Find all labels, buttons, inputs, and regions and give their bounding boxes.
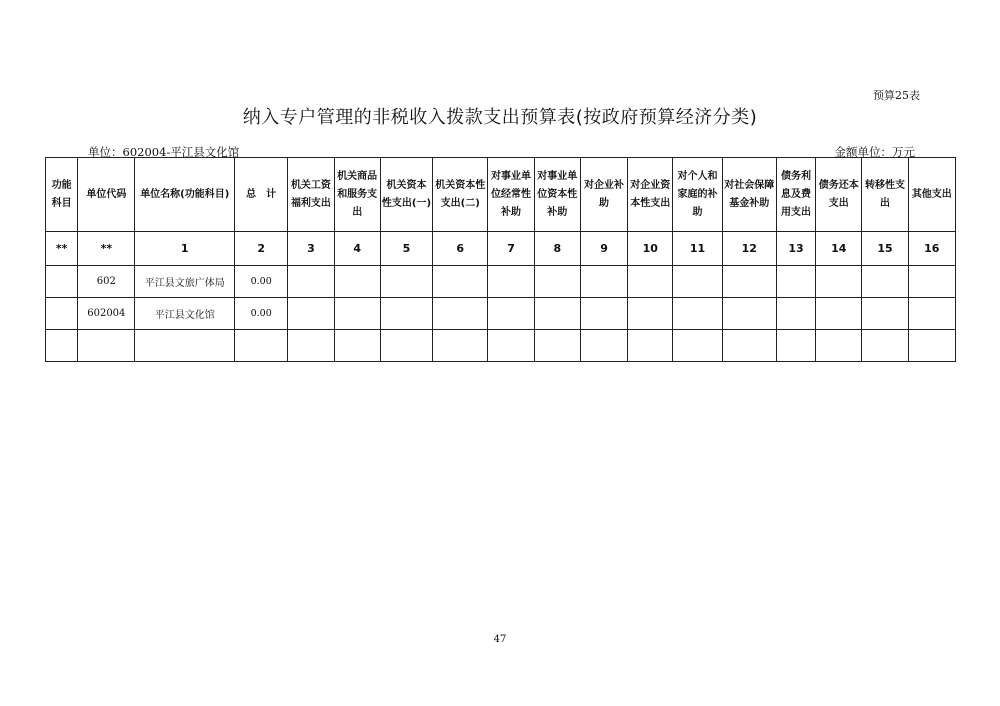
- table-cell: [673, 298, 722, 330]
- column-header: 对个人和家庭的补助: [673, 158, 722, 232]
- table-cell: [862, 330, 908, 362]
- table-cell: [628, 266, 673, 298]
- index-cell: 11: [673, 232, 722, 266]
- table-cell: [776, 330, 815, 362]
- table-cell: [135, 330, 235, 362]
- index-cell: 1: [135, 232, 235, 266]
- index-cell: 2: [235, 232, 288, 266]
- column-header: 机关商品和服务支出: [334, 158, 380, 232]
- index-cell: 14: [816, 232, 862, 266]
- index-cell: 6: [433, 232, 488, 266]
- unit-label: 单位：602004-平江县文化馆: [88, 145, 240, 159]
- table-cell: [776, 298, 815, 330]
- index-cell: 13: [776, 232, 815, 266]
- index-cell: 4: [334, 232, 380, 266]
- table-cell: [580, 298, 627, 330]
- table-cell: [380, 298, 432, 330]
- table-row: [46, 298, 956, 330]
- table-cell: [862, 298, 908, 330]
- table-row: [46, 330, 956, 362]
- table-cell: [628, 298, 673, 330]
- index-cell: 8: [534, 232, 580, 266]
- column-header: 债务还本支出: [816, 158, 862, 232]
- table-cell: [46, 330, 78, 362]
- table-cell: 平江县文旅广体局: [135, 266, 235, 298]
- table-cell: [628, 330, 673, 362]
- index-cell: 7: [488, 232, 534, 266]
- table-cell: 602004: [78, 298, 135, 330]
- table-cell: [288, 266, 334, 298]
- index-cell: 15: [862, 232, 908, 266]
- table-cell: [334, 266, 380, 298]
- table-cell: [580, 266, 627, 298]
- table-cell: 平江县文化馆: [135, 298, 235, 330]
- table-cell: 602: [78, 266, 135, 298]
- table-cell: [78, 330, 135, 362]
- column-header: 机关工资福利支出: [288, 158, 334, 232]
- table-cell: [433, 298, 488, 330]
- amount-unit-label: 金额单位：万元: [834, 145, 915, 159]
- table-cell: [722, 266, 776, 298]
- column-header: 功能科目: [46, 158, 78, 232]
- table-cell: [334, 298, 380, 330]
- column-header: 对企业资本性支出: [628, 158, 673, 232]
- table-cell: [580, 330, 627, 362]
- table-cell: [673, 330, 722, 362]
- table-cell: [816, 298, 862, 330]
- column-header: 对事业单位资本性补助: [534, 158, 580, 232]
- index-cell: 10: [628, 232, 673, 266]
- column-header: 对事业单位经常性补助: [488, 158, 534, 232]
- index-cell: **: [78, 232, 135, 266]
- form-number: 预算25表: [873, 89, 920, 102]
- table-cell: [816, 266, 862, 298]
- table-cell: [488, 330, 534, 362]
- table-row: [46, 266, 956, 298]
- column-header: 债务利息及费用支出: [776, 158, 815, 232]
- index-cell: **: [46, 232, 78, 266]
- column-header: 单位代码: [78, 158, 135, 232]
- table-cell: 0.00: [235, 266, 288, 298]
- column-header: 其他支出: [908, 158, 955, 232]
- header-row: [46, 158, 956, 232]
- table-cell: [288, 298, 334, 330]
- column-header: 对企业补助: [580, 158, 627, 232]
- table-cell: 0.00: [235, 298, 288, 330]
- table-cell: [722, 298, 776, 330]
- table-cell: [380, 330, 432, 362]
- index-cell: 16: [908, 232, 955, 266]
- table-cell: [46, 298, 78, 330]
- table-cell: [235, 330, 288, 362]
- budget-table: [45, 157, 956, 362]
- table-cell: [534, 330, 580, 362]
- table-cell: [488, 298, 534, 330]
- table-cell: [908, 298, 955, 330]
- table-cell: [488, 266, 534, 298]
- table-cell: [380, 266, 432, 298]
- column-header: 机关资本性支出(二): [433, 158, 488, 232]
- table-cell: [334, 330, 380, 362]
- table-cell: [862, 266, 908, 298]
- column-header: 机关资本性支出(一): [380, 158, 432, 232]
- table-cell: [908, 330, 955, 362]
- index-cell: 3: [288, 232, 334, 266]
- table-cell: [534, 266, 580, 298]
- table-cell: [433, 266, 488, 298]
- index-cell: 9: [580, 232, 627, 266]
- page-title: 纳入专户管理的非税收入拨款支出预算表(按政府预算经济分类): [242, 107, 758, 128]
- table-cell: [288, 330, 334, 362]
- column-header: 总 计: [235, 158, 288, 232]
- table-cell: [673, 266, 722, 298]
- table-cell: [722, 330, 776, 362]
- table-cell: [908, 266, 955, 298]
- index-cell: 5: [380, 232, 432, 266]
- table-cell: [816, 330, 862, 362]
- column-header: 单位名称(功能科目): [135, 158, 235, 232]
- index-cell: 12: [722, 232, 776, 266]
- table-cell: [534, 298, 580, 330]
- page-number: 47: [493, 634, 507, 645]
- column-header: 转移性支出: [862, 158, 908, 232]
- table-cell: [433, 330, 488, 362]
- table-cell: [776, 266, 815, 298]
- column-header: 对社会保障基金补助: [722, 158, 776, 232]
- index-row: [46, 232, 956, 266]
- table-cell: [46, 266, 78, 298]
